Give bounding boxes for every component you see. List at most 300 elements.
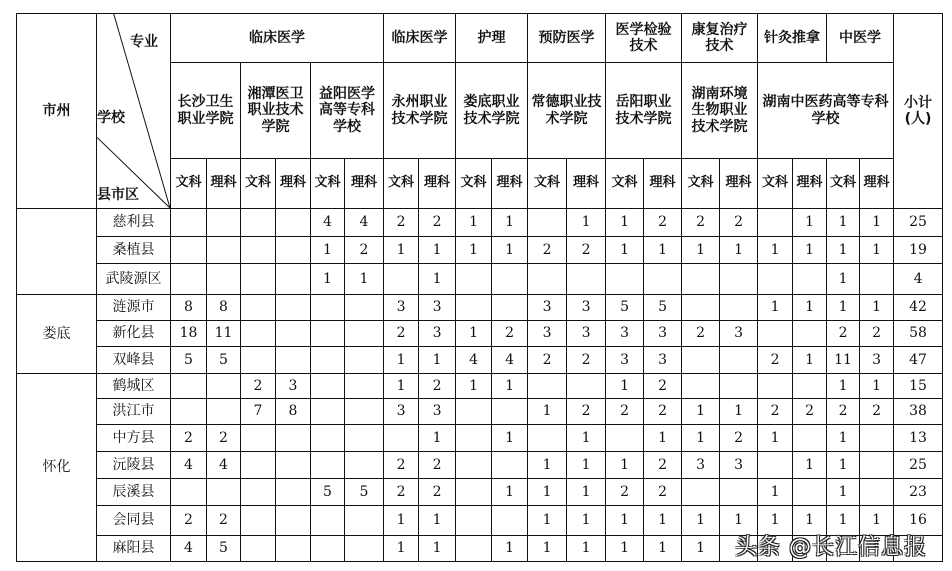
quota-cell — [860, 479, 894, 506]
quota-cell: 4 — [207, 452, 241, 479]
quota-cell: 1 — [528, 506, 567, 536]
quota-cell: 8 — [207, 295, 241, 321]
county-cell: 武陵源区 — [97, 264, 171, 295]
city-cell: 怀化 — [17, 374, 97, 562]
quota-cell — [276, 536, 311, 562]
quota-cell — [793, 479, 827, 506]
track-header: 文科 — [606, 159, 644, 209]
quota-cell — [345, 321, 384, 347]
quota-cell: 1 — [492, 237, 528, 264]
quota-cell — [456, 264, 492, 295]
quota-cell — [758, 452, 793, 479]
quota-cell: 11 — [827, 347, 860, 374]
quota-cell: 4 — [171, 452, 207, 479]
quota-cell: 2 — [419, 452, 456, 479]
quota-cell: 2 — [207, 506, 241, 536]
quota-cell — [345, 452, 384, 479]
track-header: 文科 — [384, 159, 419, 209]
quota-cell: 2 — [606, 479, 644, 506]
quota-cell — [528, 209, 567, 237]
quota-cell — [207, 479, 241, 506]
quota-cell — [345, 295, 384, 321]
quota-cell: 3 — [644, 321, 682, 347]
quota-cell — [241, 347, 276, 374]
quota-cell — [456, 425, 492, 452]
quota-cell: 1 — [827, 209, 860, 237]
quota-cell: 1 — [606, 452, 644, 479]
quota-cell: 1 — [860, 237, 894, 264]
quota-cell — [682, 479, 720, 506]
quota-cell — [456, 479, 492, 506]
quota-cell — [758, 209, 793, 237]
quota-cell: 2 — [720, 425, 758, 452]
quota-cell — [241, 264, 276, 295]
row-total-cell: 25 — [894, 452, 943, 479]
quota-cell: 1 — [827, 374, 860, 399]
diagonal-header-cell — [97, 14, 171, 209]
quota-cell — [682, 374, 720, 399]
quota-cell — [456, 506, 492, 536]
quota-cell: 1 — [419, 264, 456, 295]
quota-cell — [345, 347, 384, 374]
quota-cell: 1 — [492, 479, 528, 506]
quota-cell: 2 — [644, 452, 682, 479]
quota-cell — [720, 347, 758, 374]
quota-cell: 1 — [456, 209, 492, 237]
quota-cell — [171, 374, 207, 399]
quota-cell: 8 — [276, 399, 311, 425]
quota-cell: 4 — [456, 347, 492, 374]
quota-cell — [276, 295, 311, 321]
quota-cell — [492, 506, 528, 536]
quota-cell: 1 — [644, 237, 682, 264]
quota-cell — [311, 295, 345, 321]
county-cell: 鹤城区 — [97, 374, 171, 399]
diag-county-label: 县市区 — [97, 187, 139, 203]
quota-cell — [606, 264, 644, 295]
quota-cell — [456, 452, 492, 479]
quota-cell: 3 — [567, 321, 606, 347]
major-header: 针灸推拿 — [758, 14, 827, 63]
quota-cell — [276, 347, 311, 374]
quota-cell — [276, 209, 311, 237]
quota-cell: 2 — [606, 399, 644, 425]
quota-cell: 1 — [682, 536, 720, 562]
county-cell: 慈利县 — [97, 209, 171, 237]
quota-cell: 1 — [644, 425, 682, 452]
quota-cell — [276, 237, 311, 264]
quota-cell — [492, 264, 528, 295]
county-cell: 洪江市 — [97, 399, 171, 425]
quota-cell: 1 — [720, 399, 758, 425]
quota-cell: 2 — [171, 506, 207, 536]
quota-cell — [241, 452, 276, 479]
total-column-header: 小计(人) — [894, 14, 943, 209]
quota-cell — [171, 237, 207, 264]
track-header: 理科 — [793, 159, 827, 209]
county-cell: 桑植县 — [97, 237, 171, 264]
quota-cell — [567, 264, 606, 295]
city-cell: 娄底 — [17, 295, 97, 374]
quota-cell: 1 — [384, 237, 419, 264]
table-row — [17, 425, 943, 452]
quota-cell: 2 — [567, 237, 606, 264]
quota-cell — [528, 264, 567, 295]
quota-cell — [606, 425, 644, 452]
quota-cell: 4 — [345, 209, 384, 237]
quota-cell — [171, 209, 207, 237]
quota-cell — [241, 321, 276, 347]
track-header: 理科 — [492, 159, 528, 209]
quota-cell: 1 — [384, 506, 419, 536]
quota-cell — [720, 295, 758, 321]
quota-cell: 1 — [682, 399, 720, 425]
quota-cell: 2 — [528, 347, 567, 374]
quota-cell: 2 — [384, 452, 419, 479]
quota-cell: 8 — [171, 295, 207, 321]
quota-cell: 3 — [419, 399, 456, 425]
major-header: 康复治疗技术 — [682, 14, 758, 63]
quota-cell — [276, 321, 311, 347]
major-header: 预防医学 — [528, 14, 606, 63]
quota-cell: 1 — [419, 237, 456, 264]
quota-cell — [241, 295, 276, 321]
quota-cell — [207, 209, 241, 237]
row-total-cell: 42 — [894, 295, 943, 321]
quota-cell: 1 — [492, 536, 528, 562]
row-total-cell: 19 — [894, 237, 943, 264]
quota-cell: 1 — [384, 536, 419, 562]
quota-cell — [276, 452, 311, 479]
quota-cell — [241, 237, 276, 264]
quota-cell: 1 — [827, 237, 860, 264]
county-cell: 中方县 — [97, 425, 171, 452]
quota-cell: 2 — [860, 321, 894, 347]
quota-cell: 2 — [758, 347, 793, 374]
quota-cell: 1 — [793, 295, 827, 321]
quota-cell: 1 — [860, 506, 894, 536]
quota-cell: 1 — [606, 506, 644, 536]
diag-major-label: 专业 — [130, 34, 158, 50]
row-total-cell: 47 — [894, 347, 943, 374]
quota-cell — [528, 425, 567, 452]
quota-cell — [276, 506, 311, 536]
quota-cell: 1 — [793, 209, 827, 237]
quota-cell: 1 — [419, 425, 456, 452]
row-total-cell: 15 — [894, 374, 943, 399]
quota-cell — [384, 264, 419, 295]
quota-cell: 1 — [345, 264, 384, 295]
quota-cell: 2 — [419, 479, 456, 506]
quota-cell: 1 — [758, 295, 793, 321]
quota-cell: 1 — [567, 479, 606, 506]
quota-cell: 1 — [682, 425, 720, 452]
quota-cell: 1 — [311, 264, 345, 295]
county-cell: 辰溪县 — [97, 479, 171, 506]
quota-cell: 1 — [528, 452, 567, 479]
quota-cell: 1 — [644, 536, 682, 562]
quota-cell: 1 — [419, 347, 456, 374]
quota-cell — [793, 264, 827, 295]
major-header: 中医学 — [827, 14, 894, 63]
quota-cell — [241, 536, 276, 562]
quota-cell — [860, 452, 894, 479]
track-header: 文科 — [456, 159, 492, 209]
quota-cell: 1 — [793, 237, 827, 264]
quota-cell: 2 — [567, 347, 606, 374]
school-header: 湖南环境生物职业技术学院 — [682, 63, 758, 159]
quota-cell: 2 — [384, 479, 419, 506]
quota-cell — [207, 264, 241, 295]
major-header: 临床医学 — [384, 14, 456, 63]
track-header: 文科 — [171, 159, 207, 209]
quota-cell — [492, 295, 528, 321]
quota-cell — [793, 374, 827, 399]
quota-cell — [682, 295, 720, 321]
row-total-cell: 25 — [894, 209, 943, 237]
quota-cell — [345, 399, 384, 425]
table-row — [17, 452, 943, 479]
quota-cell — [682, 347, 720, 374]
quota-cell: 1 — [827, 479, 860, 506]
track-header: 理科 — [207, 159, 241, 209]
school-header: 永州职业技术学院 — [384, 63, 456, 159]
quota-cell: 1 — [758, 237, 793, 264]
quota-cell: 3 — [860, 347, 894, 374]
quota-cell — [644, 264, 682, 295]
school-header: 益阳医学高等专科学校 — [311, 63, 384, 159]
table-row — [17, 321, 943, 347]
quota-cell: 2 — [644, 479, 682, 506]
quota-cell — [492, 399, 528, 425]
quota-cell: 2 — [827, 321, 860, 347]
quota-cell: 2 — [758, 399, 793, 425]
quota-cell: 2 — [241, 374, 276, 399]
quota-cell — [682, 264, 720, 295]
county-cell: 双峰县 — [97, 347, 171, 374]
quota-cell: 1 — [860, 209, 894, 237]
quota-cell: 3 — [384, 295, 419, 321]
quota-cell — [345, 374, 384, 399]
quota-cell — [311, 399, 345, 425]
quota-cell — [860, 264, 894, 295]
quota-cell — [311, 536, 345, 562]
quota-cell: 2 — [384, 209, 419, 237]
quota-cell: 2 — [345, 237, 384, 264]
quota-cell: 5 — [606, 295, 644, 321]
city-cell — [17, 209, 97, 295]
county-cell: 麻阳县 — [97, 536, 171, 562]
county-cell: 会同县 — [97, 506, 171, 536]
quota-cell: 1 — [567, 506, 606, 536]
quota-cell: 3 — [682, 452, 720, 479]
quota-cell: 1 — [758, 425, 793, 452]
quota-cell: 2 — [793, 399, 827, 425]
quota-cell: 1 — [528, 536, 567, 562]
quota-cell — [456, 536, 492, 562]
track-header: 文科 — [682, 159, 720, 209]
quota-cell — [720, 264, 758, 295]
quota-cell: 5 — [171, 347, 207, 374]
quota-cell: 2 — [720, 209, 758, 237]
quota-cell — [345, 506, 384, 536]
quota-cell: 2 — [644, 209, 682, 237]
row-total-cell: 4 — [894, 264, 943, 295]
quota-cell: 3 — [528, 321, 567, 347]
track-header: 文科 — [311, 159, 345, 209]
quota-cell — [241, 506, 276, 536]
quota-cell: 2 — [528, 237, 567, 264]
quota-cell: 2 — [827, 399, 860, 425]
track-header: 理科 — [644, 159, 682, 209]
watermark-text: 头条 @长江信息报 — [735, 535, 927, 560]
quota-cell — [384, 425, 419, 452]
table-row — [17, 399, 943, 425]
quota-cell — [241, 209, 276, 237]
quota-cell — [567, 374, 606, 399]
quota-cell — [276, 479, 311, 506]
quota-cell: 2 — [682, 321, 720, 347]
quota-cell: 5 — [345, 479, 384, 506]
quota-cell — [793, 321, 827, 347]
quota-cell: 1 — [682, 506, 720, 536]
table-row — [17, 295, 943, 321]
quota-cell — [171, 479, 207, 506]
quota-cell: 1 — [492, 209, 528, 237]
quota-cell — [860, 425, 894, 452]
quota-cell: 3 — [528, 295, 567, 321]
quota-cell: 5 — [207, 536, 241, 562]
quota-cell: 1 — [860, 295, 894, 321]
table-row — [17, 264, 943, 295]
quota-cell: 5 — [207, 347, 241, 374]
school-header: 湖南中医药高等专科学校 — [758, 63, 894, 159]
quota-cell: 1 — [419, 536, 456, 562]
quota-cell: 1 — [793, 506, 827, 536]
quota-cell: 2 — [207, 425, 241, 452]
quota-cell: 1 — [860, 374, 894, 399]
quota-cell: 3 — [384, 399, 419, 425]
quota-cell: 2 — [419, 209, 456, 237]
quota-cell — [758, 321, 793, 347]
quota-cell: 2 — [644, 374, 682, 399]
track-header: 理科 — [720, 159, 758, 209]
quota-cell: 1 — [827, 295, 860, 321]
quota-cell: 18 — [171, 321, 207, 347]
major-header: 临床医学 — [171, 14, 384, 63]
track-header: 理科 — [345, 159, 384, 209]
city-column-header: 市州 — [17, 14, 97, 209]
quota-cell: 1 — [827, 452, 860, 479]
quota-cell — [758, 264, 793, 295]
quota-cell: 1 — [384, 347, 419, 374]
row-total-cell: 58 — [894, 321, 943, 347]
quota-cell: 1 — [456, 374, 492, 399]
school-header: 常德职业技术学院 — [528, 63, 606, 159]
quota-cell: 3 — [419, 321, 456, 347]
track-header: 文科 — [241, 159, 276, 209]
quota-cell: 1 — [311, 237, 345, 264]
quota-cell — [241, 479, 276, 506]
quota-cell — [207, 399, 241, 425]
quota-cell — [311, 506, 345, 536]
enrollment-plan-table — [16, 13, 943, 562]
quota-cell — [345, 425, 384, 452]
quota-cell: 1 — [384, 374, 419, 399]
quota-cell: 4 — [171, 536, 207, 562]
quota-cell: 1 — [528, 479, 567, 506]
quota-cell: 2 — [492, 321, 528, 347]
quota-cell: 1 — [827, 506, 860, 536]
quota-cell: 5 — [311, 479, 345, 506]
quota-cell — [241, 425, 276, 452]
track-header: 理科 — [276, 159, 311, 209]
quota-cell: 1 — [492, 425, 528, 452]
quota-cell: 5 — [644, 295, 682, 321]
quota-cell: 1 — [606, 536, 644, 562]
quota-cell — [528, 374, 567, 399]
school-header: 娄底职业技术学院 — [456, 63, 528, 159]
quota-cell: 1 — [528, 399, 567, 425]
quota-cell: 1 — [827, 425, 860, 452]
diag-school-label: 学校 — [97, 110, 125, 126]
quota-cell: 3 — [567, 295, 606, 321]
quota-cell: 3 — [606, 321, 644, 347]
quota-cell: 2 — [682, 209, 720, 237]
county-cell: 涟源市 — [97, 295, 171, 321]
quota-cell: 2 — [567, 399, 606, 425]
quota-cell: 2 — [419, 374, 456, 399]
quota-cell: 1 — [758, 479, 793, 506]
table-row — [17, 479, 943, 506]
quota-cell — [793, 425, 827, 452]
quota-cell — [276, 425, 311, 452]
school-header: 长沙卫生职业学院 — [171, 63, 241, 159]
quota-cell: 3 — [720, 321, 758, 347]
table-row — [17, 209, 943, 237]
quota-cell: 1 — [567, 425, 606, 452]
quota-cell: 3 — [720, 452, 758, 479]
quota-cell — [720, 374, 758, 399]
quota-cell: 3 — [606, 347, 644, 374]
quota-cell: 4 — [311, 209, 345, 237]
row-total-cell: 23 — [894, 479, 943, 506]
school-header: 湘潭医卫职业技术学院 — [241, 63, 311, 159]
table-row — [17, 237, 943, 264]
county-cell: 新化县 — [97, 321, 171, 347]
quota-cell: 1 — [606, 209, 644, 237]
track-header: 理科 — [419, 159, 456, 209]
row-total-cell: 16 — [894, 506, 943, 536]
quota-cell: 1 — [758, 506, 793, 536]
quota-cell: 1 — [606, 374, 644, 399]
track-header: 文科 — [758, 159, 793, 209]
quota-cell: 1 — [644, 506, 682, 536]
quota-cell: 1 — [682, 237, 720, 264]
quota-cell: 1 — [567, 209, 606, 237]
quota-cell: 11 — [207, 321, 241, 347]
track-header: 理科 — [860, 159, 894, 209]
quota-cell: 3 — [276, 374, 311, 399]
quota-cell — [456, 399, 492, 425]
track-header: 理科 — [567, 159, 606, 209]
quota-cell — [171, 264, 207, 295]
row-total-cell: 38 — [894, 399, 943, 425]
quota-cell — [758, 374, 793, 399]
quota-cell: 1 — [720, 506, 758, 536]
quota-cell: 3 — [644, 347, 682, 374]
quota-cell — [207, 374, 241, 399]
